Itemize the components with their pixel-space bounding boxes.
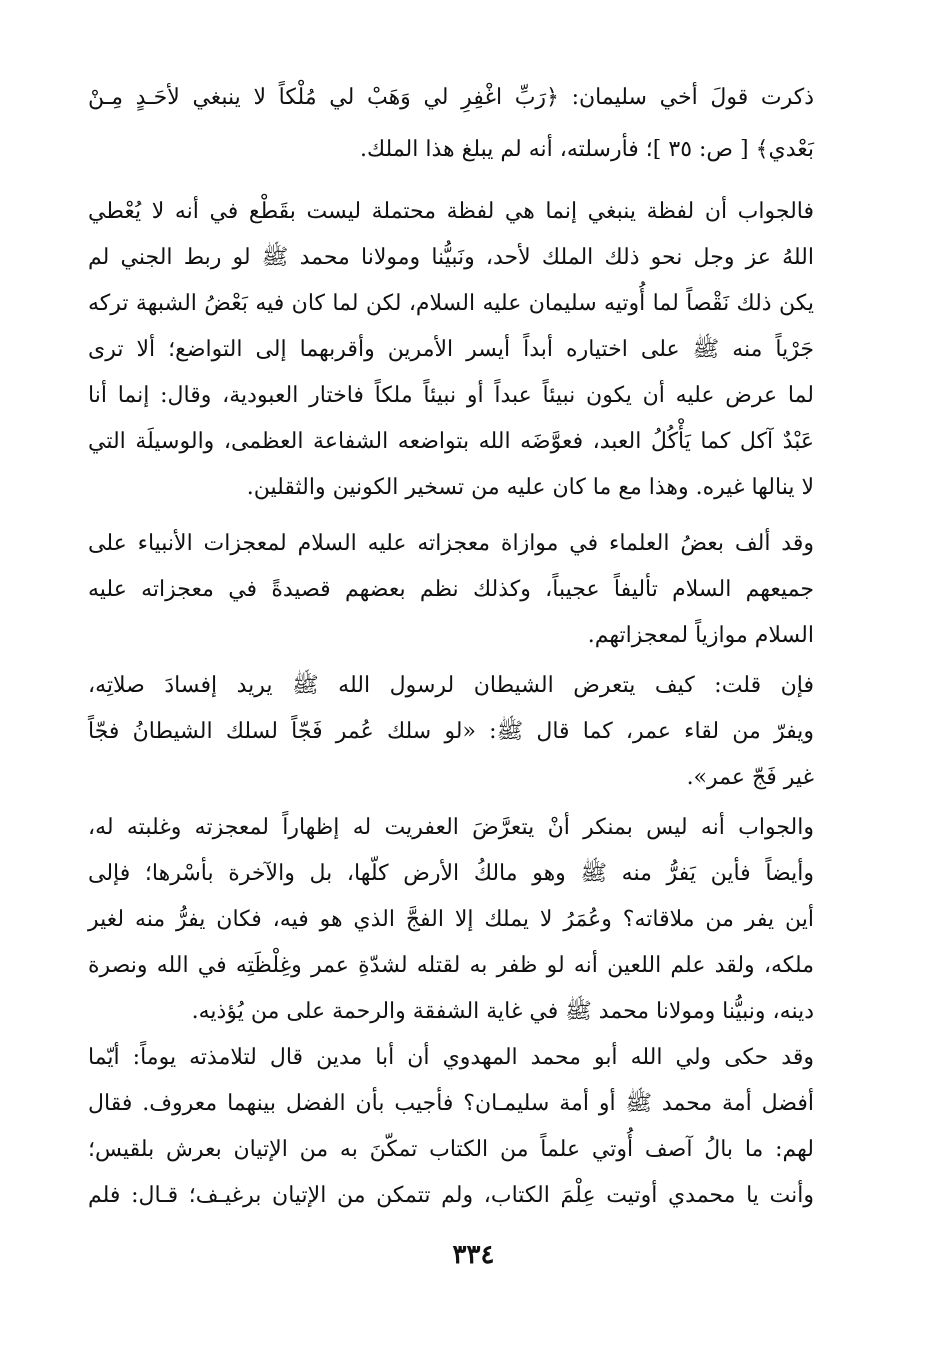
text-line: لما عرض عليه أن يكون نبيئاً عبداً أو نبيئاً ملكاً فاختار العبودية، وقال: إنما أنا [88,383,815,408]
text-line: دينه، ونبيُّنا ومولانا محمد ﷺ في غاية الشفقة والرحمة على من يُؤذيه. [191,999,814,1024]
text-line: فالجواب أن لفظة ينبغي إنما هي لفظة محتملة ليست بقَطْع في أنه لا يُعْطي [88,199,814,224]
text-line: والجواب أنه ليس بمنكر أنْ يتعرَّضَ العفريت له إظهاراً لمعجزته وغلبته له، [88,815,814,840]
text-line: لهم: ما بالُ آصف أُوتي علماً من الكتاب تمكّنَ به من الإتيان بعرش بلقيس؛ [88,1137,814,1162]
text-line: السلام موازياً لمعجزاتهم. [587,623,814,648]
text-line: وقد ألف بعضُ العلماء في موازاة معجزاته عليه السلام لمعجزات الأنبياء على [88,531,814,556]
text-line: أين يفر من ملاقاته؟ وعُمَرُ لا يملك إلا الفجَّ الذي هو فيه، فكان يفرُّ منه لغير [88,907,814,932]
text-line: أفضل أمة محمد ﷺ أو أمة سليمـان؟ فأجيب بأن الفضل بينهما معروف. فقال [88,1091,814,1116]
text-line: اللهُ عز وجل نحو ذلك الملك لأحد، ونَبيُّنا ومولانا محمد ﷺ لو ربط الجني لم [88,245,814,270]
text-line: لا ينالها غيره. وهذا مع ما كان عليه من تسخير الكونين والثقلين. [246,475,814,500]
text-line: ملكه، ولقد علم اللعين أنه لو ظفر به لقتله لشدّةِ عمر وغِلْظَتِه في الله ونصرة [88,953,814,978]
text-line: فإن قلت: كيف يتعرض الشيطان لرسول الله ﷺ يريد إفسادَ صلاتِه، [88,673,814,698]
text-line: ويفرّ من لقاء عمر، كما قال ﷺ: «لو سلك عُمر فَجّاً لسلك الشيطانُ فجّاً [88,719,814,744]
text-line: وأنت يا محمدي أوتيت عِلْمَ الكتاب، ولم تتمكن من الإتيان برغيـف؛ قـال: فلم [88,1183,814,1208]
text-line: وقد حكى ولي الله أبو محمد المهدوي أن أبا مدين قال لتلامذته يوماً: أيّما [88,1045,814,1070]
text-line: بَعْدي﴾ [ ص: ٣٥ ]؛ فأرسلته، أنه لم يبلغ هذا الملك. [360,137,814,162]
text-line: يكن ذلك نَقْصاً لما أُوتيه سليمان عليه السلام، لكن لما كان فيه بَعْضُ الشبهة تركه [88,291,814,316]
text-line: عَبْدٌ آكل كما يَأْكُلُ العبد، فعوَّضَه الله بتواضعه الشفاعة العظمى، والوسيلَة التي [88,429,814,454]
text-line: جَرْياً منه ﷺ على اختياره أبداً أيسر الأمرين وأقربهما إلى التواضع؛ ألا ترى [88,337,814,362]
text-line: ذكرت قولَ أخي سليمان: ﴿رَبِّ اغْفِرِ لي وَهَبْ لي مُلْكاً لا ينبغي لأحَـدٍ مِـنْ [88,85,814,110]
text-line: جميعهم السلام تأليفاً عجيباً، وكذلك نظم بعضهم قصيدةً في معجزاته عليه [88,577,814,602]
page-number: ٣٣٤ [452,1240,495,1270]
text-line: وأيضاً فأين يَفرُّ منه ﷺ وهو مالكُ الأرض كلّها، بل والآخرة بأسْرها؛ فإلى [88,861,814,886]
text-line: غير فَجّ عمر». [686,765,814,790]
